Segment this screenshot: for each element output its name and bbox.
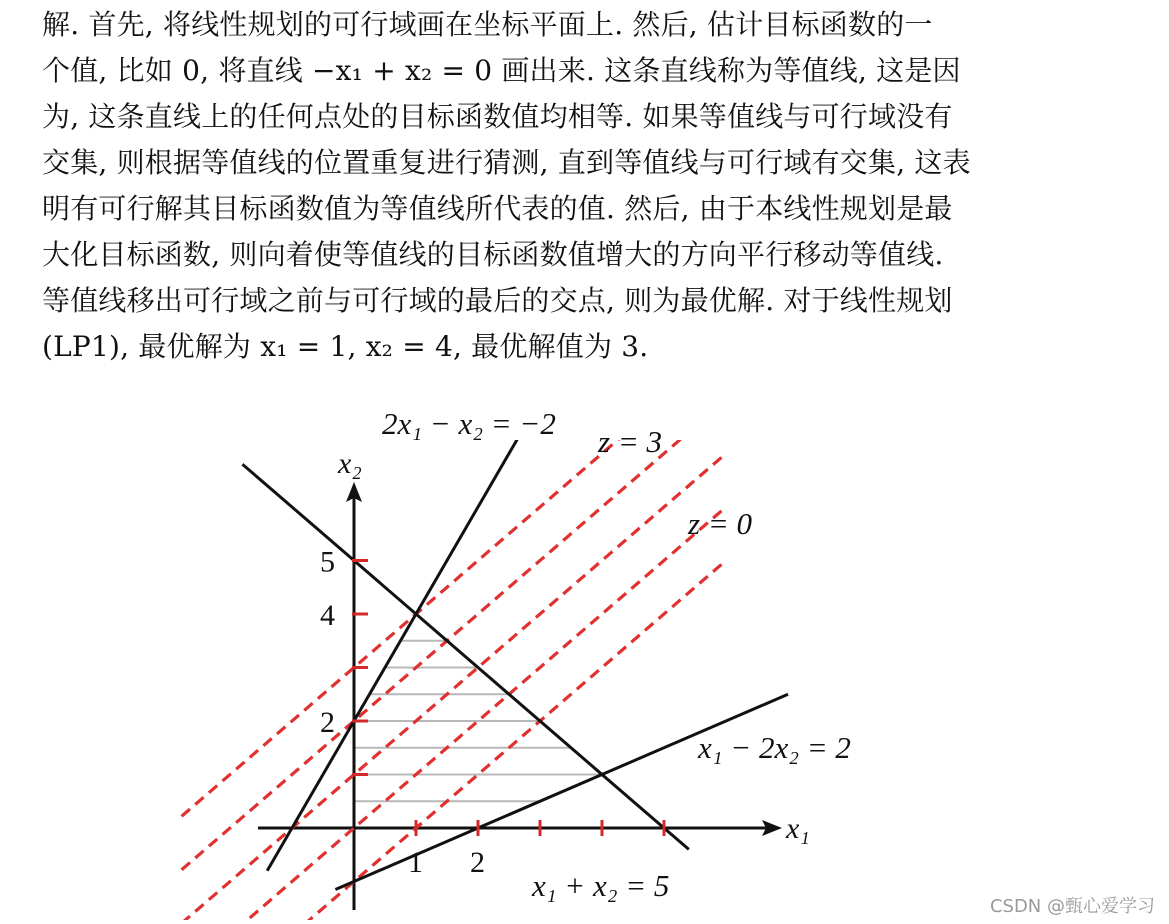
isoline [168,454,726,924]
x2-tick-label: 5 [320,545,335,579]
constraint-line [267,432,521,871]
paragraph-line: 明有可行解其目标函数值为等值线所代表的值. 然后, 由于本线性规划是最 [42,192,953,225]
constraint-label-3: x₁ + x₂ = 5 [532,868,670,903]
isoline-label-z0: z = 0 [688,506,752,541]
paragraph-line: 解. 首先, 将线性规划的可行域画在坐标平面上. 然后, 估计目标函数的一 [42,8,933,41]
x2-axis-label: x₂ [338,447,362,480]
constraint-line [335,694,788,889]
x1-axis-label: x₁ [786,812,810,845]
constraint-label-1: 2x₁ − x₂ = −2 [382,406,556,441]
paragraph-line: 个值, 比如 0, 将直线 −x₁ + x₂ = 0 画出来. 这条直线称为等值线, 这是因 [42,54,961,87]
x1-tick-label: 2 [470,846,485,879]
isoline-label-z3: z = 3 [598,424,662,459]
paragraph-line: 大化目标函数, 则向着使等值线的目标函数值增大的方向平行移动等值线. [42,238,944,271]
watermark: CSDN @甄心爱学习 [989,896,1155,917]
constraint-lines [242,432,788,889]
constraint-label-2: x₁ − 2x₂ = 2 [698,730,851,765]
paragraph-line: 为, 这条直线上的任何点处的目标函数值均相等. 如果等值线与可行域没有 [42,100,953,133]
x2-tick-label: 4 [320,599,335,632]
paragraph-line: 等值线移出可行域之前与可行域的最后的交点, 则为最优解. 对于线性规划 [42,284,953,317]
x2-tick-label: 2 [320,706,335,739]
constraint-line [242,464,688,849]
feasible-region-hatch [354,641,602,802]
paragraph-line: 交集, 则根据等值线的位置重复进行猜测, 直到等值线与可行域有交集, 这表 [42,146,971,179]
paragraph-line: (LP1), 最优解为 x₁ = 1, x₂ = 4, 最优解值为 3. [42,330,649,363]
x1-tick-label: 1 [408,846,423,879]
